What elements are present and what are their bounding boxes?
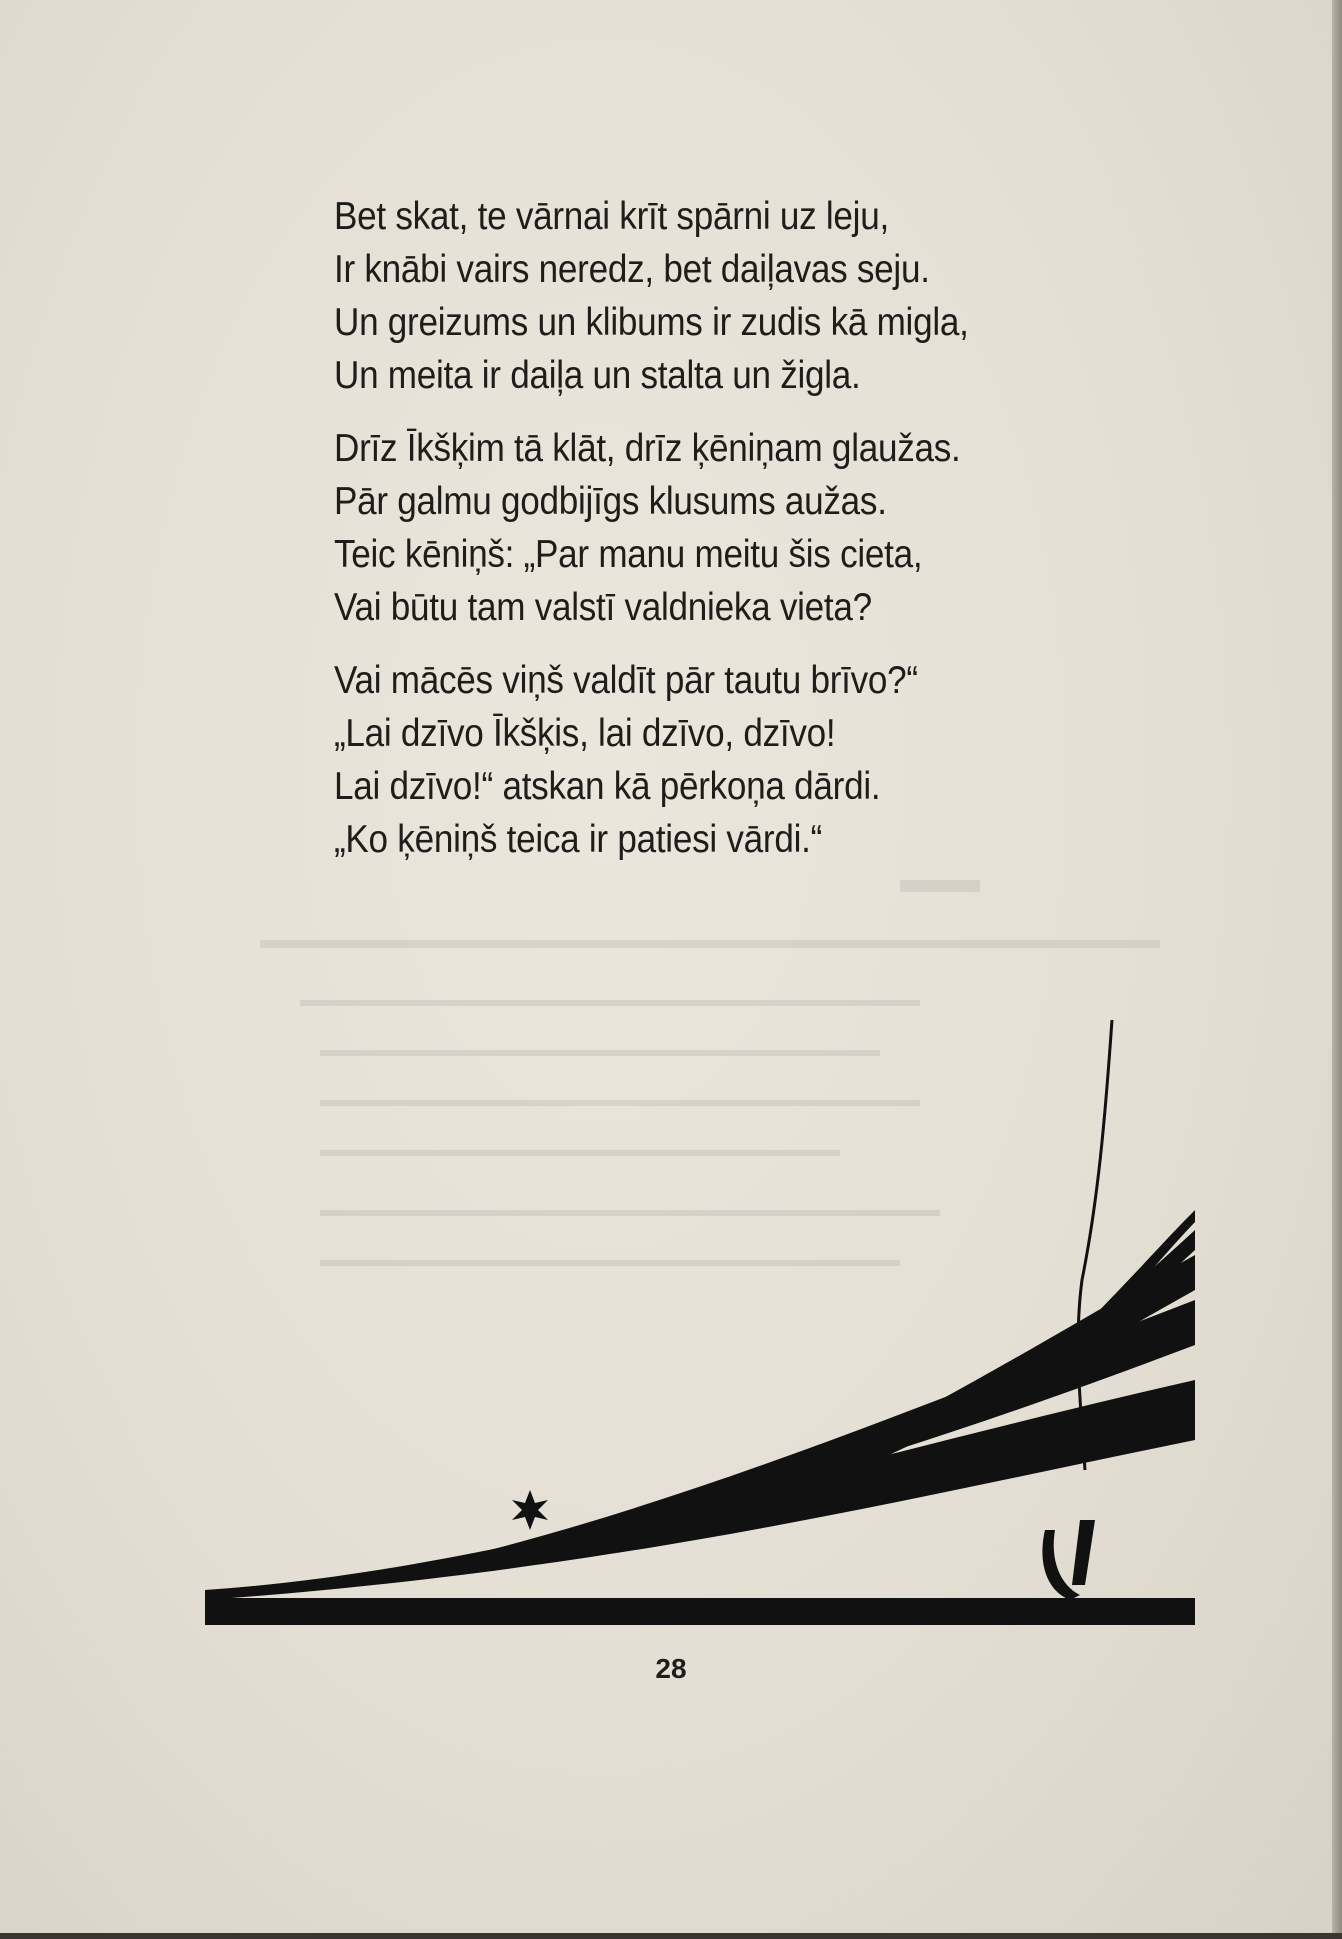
bow-detail bbox=[1072, 1520, 1095, 1585]
stanza-2 bbox=[334, 422, 1134, 634]
star-icon bbox=[512, 1490, 548, 1530]
poem-line: Un greizums un klibums ir zudis kā migla, bbox=[334, 301, 969, 344]
ship-illustration bbox=[200, 1000, 1210, 1640]
poem-line: Pār galmu godbijīgs klusums aužas. bbox=[334, 480, 887, 523]
page-edge bbox=[1332, 0, 1342, 1939]
bow-detail bbox=[1042, 1530, 1080, 1600]
page-edge bbox=[0, 1933, 1342, 1939]
page-number: 28 bbox=[655, 1653, 687, 1684]
poem-line: Vai mācēs viņš valdīt pār tautu brīvo?“ bbox=[334, 659, 918, 702]
stanza-1 bbox=[334, 190, 1134, 402]
poem-line: Bet skat, te vārnai krīt spārni uz leju, bbox=[334, 195, 889, 238]
poem-line: Lai dzīvo!“ atskan kā pērkoņa dārdi. bbox=[334, 765, 881, 808]
poem-line: „Lai dzīvo Īkšķis, lai dzīvo, dzīvo! bbox=[334, 712, 836, 755]
poem-line: Ir knābi vairs neredz, bet daiļavas seju. bbox=[334, 248, 930, 291]
poem-line: Teic kēniņš: „Par manu meitu šis cieta, bbox=[334, 533, 923, 576]
poem-line: „Ko ķēniņš teica ir patiesi vārdi.“ bbox=[334, 818, 823, 861]
poem-text bbox=[334, 190, 1134, 886]
poem-line: Vai būtu tam valstī valdnieka vieta? bbox=[334, 586, 872, 629]
hull-keel bbox=[205, 1598, 1195, 1625]
poem-line: Un meita ir daiļa un stalta un žigla. bbox=[334, 354, 861, 397]
poem-line: Drīz Īkšķim tā klāt, drīz ķēniņam glaužas. bbox=[334, 427, 961, 470]
stanza-3 bbox=[334, 654, 1134, 866]
